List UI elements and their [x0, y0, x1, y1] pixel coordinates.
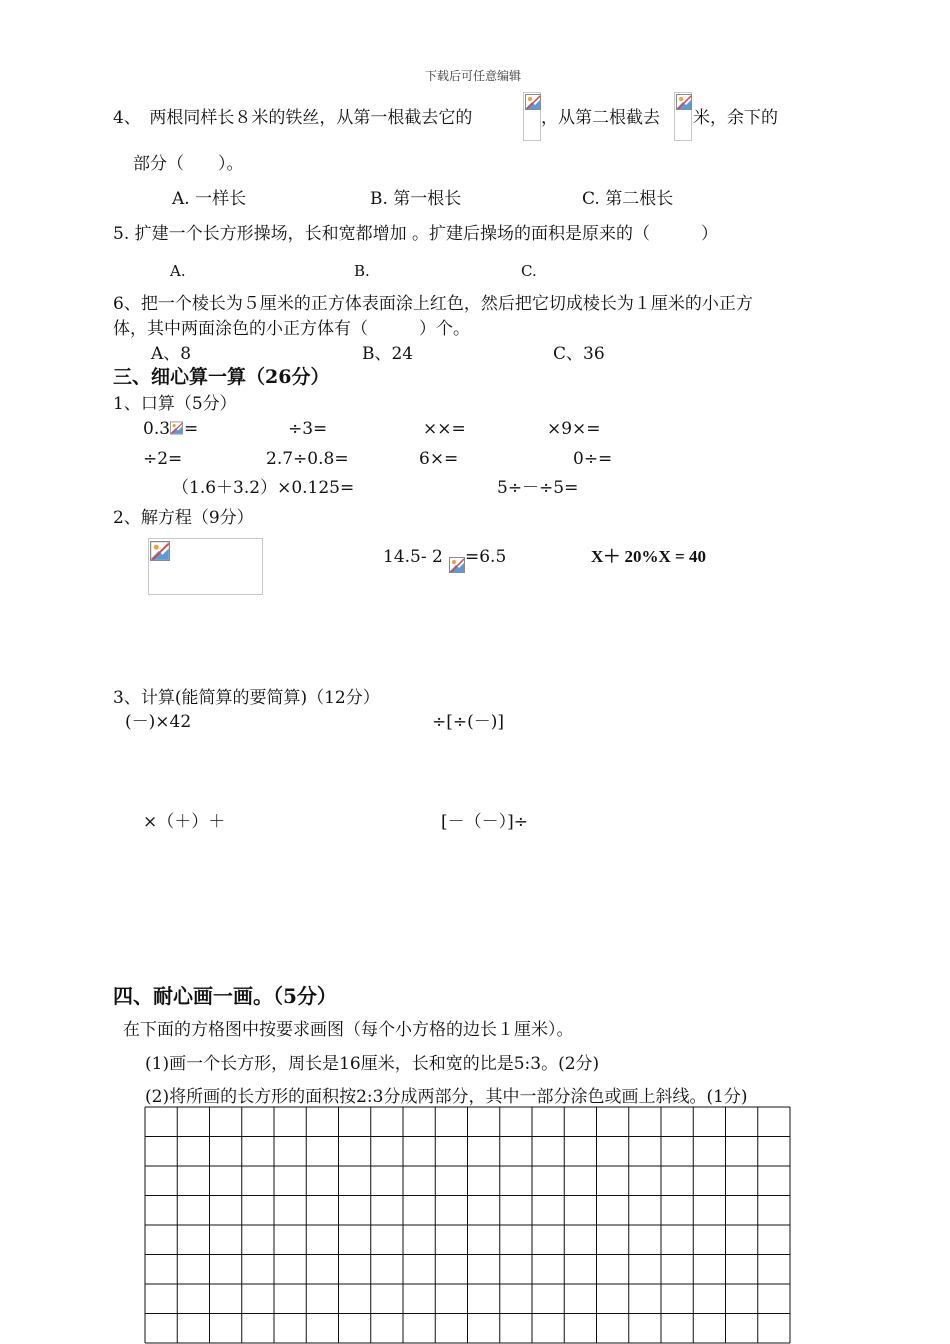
q4-line2: 部分（ ）。: [133, 154, 244, 174]
section-4-title: 四、耐心画一画。（5分）: [113, 984, 337, 1008]
page-header: 下载后可任意编辑: [425, 69, 522, 83]
q4-tail-text: 米，余下的: [693, 108, 778, 128]
q6-option-b: B、24: [362, 344, 414, 364]
equation-title: 2、解方程（9分）: [113, 508, 254, 528]
section-3-title: 三、细心算一算（26分）: [113, 366, 330, 388]
oral-calc-title: 1、口算（5分）: [113, 394, 237, 414]
broken-image-icon: [449, 557, 465, 573]
q5-option-a: A.: [170, 262, 186, 280]
calc-expr-4: [－（－）]÷: [441, 812, 529, 832]
broken-image-icon: [525, 94, 541, 110]
q6-line1: 6、把一个棱长为５厘米的正方体表面涂上红色，然后把它切成棱长为１厘米的小正方: [113, 294, 753, 314]
q4-lead-text: 4、 两根同样长８米的铁丝，从第一根截去它的: [113, 108, 473, 128]
oral-r1c3: ××=: [423, 419, 466, 439]
oral-r1c1-equals: =: [184, 419, 199, 439]
oral-r1c1: 0.3: [143, 419, 171, 439]
equation-2-part-a: 14.5- 2: [383, 547, 443, 567]
equation-2-part-b: =6.5: [465, 547, 507, 567]
calc-title: 3、计算(能简算的要简算)（12分）: [113, 688, 380, 708]
q4-option-b: B. 第一根长: [370, 189, 462, 209]
oral-r1c2: ÷3=: [288, 419, 328, 439]
calc-expr-1: (－)×42: [125, 712, 192, 732]
q6-option-c: C、36: [553, 344, 605, 364]
oral-r2c1: ÷2=: [143, 449, 183, 469]
draw-requirement-1: (1)画一个长方形，周长是16厘米，长和宽的比是5:3。(2分): [145, 1054, 600, 1074]
q4-mid-text: ，从第二根截去: [541, 108, 660, 128]
q4-option-a: A. 一样长: [172, 189, 247, 209]
broken-image-equation-1: [148, 538, 263, 595]
calc-expr-3: ×（＋）＋: [143, 812, 226, 832]
broken-image-icon: [150, 541, 170, 561]
oral-r1c4: ×9×=: [547, 419, 601, 439]
q6-line2: 体，其中两面涂色的小正方体有（ ）个。: [113, 319, 470, 339]
oral-r2c2: 2.7÷0.8=: [266, 449, 349, 469]
draw-instructions: 在下面的方格图中按要求画图（每个小方格的边长１厘米）。: [123, 1020, 574, 1040]
broken-image-icon: [170, 420, 183, 436]
broken-image-icon: [676, 94, 692, 110]
q4-option-c: C. 第二根长: [582, 189, 674, 209]
q5-option-c: C.: [521, 262, 537, 280]
broken-image-inline: [170, 418, 184, 438]
q6-option-a: A、8: [151, 344, 192, 364]
broken-image-fraction-1: [523, 92, 541, 141]
draw-requirement-2: (2)将所画的长方形的面积按2:3分成两部分，其中一部分涂色或画上斜线。(1分): [145, 1087, 748, 1107]
broken-image-fraction-2: [674, 92, 692, 141]
oral-r3c2: 5÷－÷5=: [497, 478, 579, 498]
q5-option-b: B.: [354, 262, 370, 280]
equation-3: X＋ 20%X = 40: [591, 547, 706, 566]
oral-r3c1: （1.6＋3.2）×0.125=: [172, 478, 355, 498]
calc-expr-2: ÷[÷(－)]: [432, 712, 505, 732]
q5-text: 5. 扩建一个长方形操场，长和宽都增加 。扩建后操场的面积是原来的（ ）: [113, 224, 719, 244]
oral-r2c3: 6×=: [419, 449, 459, 469]
oral-r2c4: 0÷=: [573, 449, 613, 469]
square-grid[interactable]: [143, 1106, 793, 1344]
